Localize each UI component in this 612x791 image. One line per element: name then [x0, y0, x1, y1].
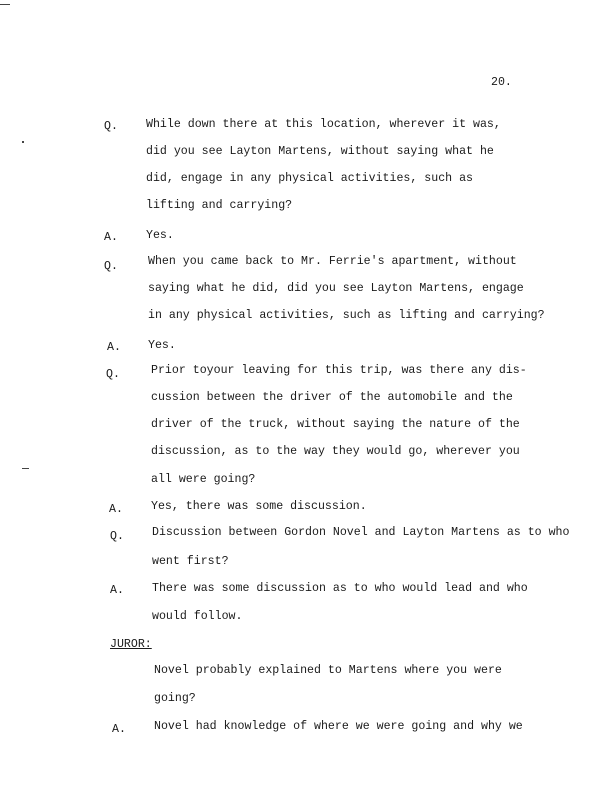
transcript-line: Prior toyour leaving for this trip, was there any dis-	[151, 364, 527, 377]
juror-heading: JUROR:	[110, 638, 152, 651]
speaker-label: A.	[112, 723, 126, 736]
transcript-line: cussion between the driver of the automobile and the	[151, 391, 513, 404]
transcript-line: going?	[154, 692, 196, 705]
transcript-line: in any physical activities, such as lifting and carrying?	[148, 309, 545, 322]
transcript-line: all were going?	[151, 473, 256, 486]
transcript-line: While down there at this location, wherever it was,	[146, 118, 501, 131]
speaker-label: A.	[107, 341, 121, 354]
scan-mark	[22, 141, 24, 143]
transcript-line: would follow.	[152, 610, 243, 623]
transcript-line: discussion, as to the way they would go, wherever you	[151, 445, 520, 458]
transcript-line: went first?	[152, 555, 229, 568]
transcript-line: Discussion between Gordon Novel and Layton Martens as to who	[152, 526, 570, 539]
scan-mark	[0, 4, 10, 5]
transcript-line: did, engage in any physical activities, such as	[146, 172, 473, 185]
transcript-line: When you came back to Mr. Ferrie's apartment, without	[148, 255, 517, 268]
speaker-label: Q.	[104, 260, 118, 273]
speaker-label: Q.	[104, 120, 118, 133]
page-number: 20.	[491, 76, 512, 89]
speaker-label: A.	[110, 584, 124, 597]
speaker-label: Q.	[106, 368, 120, 381]
speaker-label: A.	[104, 231, 118, 244]
speaker-label: Q.	[110, 530, 124, 543]
transcript-line: Yes.	[148, 339, 176, 352]
scan-mark	[22, 468, 29, 469]
transcript-line: Novel had knowledge of where we were going and why we	[154, 720, 523, 733]
transcript-line: did you see Layton Martens, without saying what he	[146, 145, 494, 158]
speaker-label: A.	[109, 503, 123, 516]
transcript-line: Novel probably explained to Martens where you were	[154, 664, 502, 677]
transcript-line: lifting and carrying?	[146, 199, 293, 212]
transcript-line: driver of the truck, without saying the nature of the	[151, 418, 520, 431]
transcript-line: There was some discussion as to who would lead and who	[152, 582, 528, 595]
transcript-line: Yes, there was some discussion.	[151, 500, 367, 513]
transcript-line: Yes.	[146, 229, 174, 242]
transcript-line: saying what he did, did you see Layton Martens, engage	[148, 282, 524, 295]
